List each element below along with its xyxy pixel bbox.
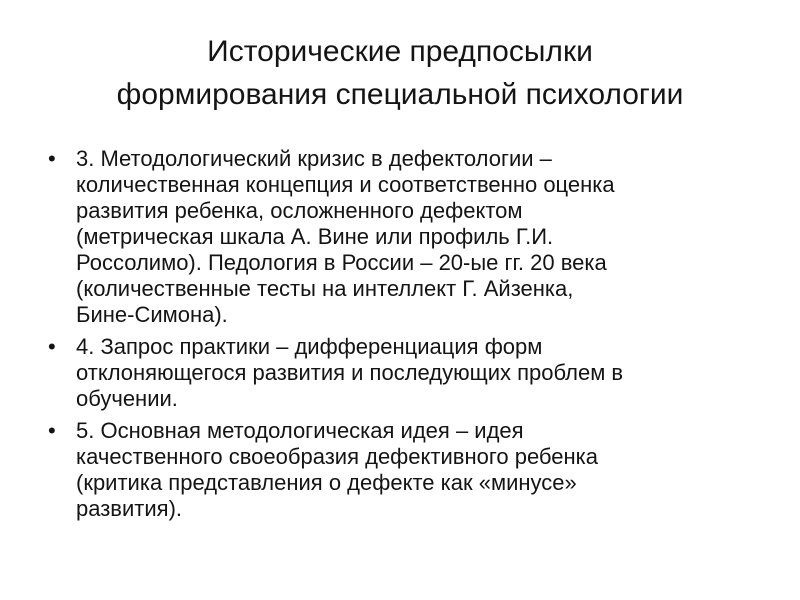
slide-title-line: формирования специальной психологии — [116, 78, 684, 111]
bullet-line: Россолимо). Педология в России – 20-ые гг. 20 века — [76, 250, 607, 275]
bullet-line: (количественные тесты на интеллект Г. Айзенка, — [76, 276, 574, 301]
bullet-line: качественного своеобразия дефективного ребенка — [76, 444, 599, 469]
bullet-line: Бине-Симона). — [76, 302, 228, 327]
bullet-dot: • — [48, 334, 56, 359]
bullet-line: количественная концепция и соответственно оценка — [76, 172, 615, 197]
bullet-list — [48, 146, 738, 528]
bullet-item-4 — [48, 334, 738, 412]
bullet-line: 3. Методологический кризис в дефектологии – — [76, 146, 552, 171]
bullet-line: 5. Основная методологическая идея – идея — [76, 418, 524, 443]
bullet-item-5 — [48, 418, 738, 522]
bullet-line: (метрическая шкала А. Вине или профиль Г.И. — [76, 224, 554, 249]
bullet-line: 4. Запрос практики – дифференциация форм — [76, 334, 543, 359]
bullet-item-3 — [48, 146, 738, 328]
bullet-line: обучении. — [76, 386, 178, 411]
bullet-dot: • — [48, 146, 56, 171]
bullet-dot: • — [48, 418, 56, 443]
bullet-line: отклоняющегося развития и последующих проблем в — [76, 360, 624, 385]
bullet-line: развития). — [76, 496, 183, 521]
slide-title-line: Исторические предпосылки — [207, 35, 593, 68]
bullet-line: (критика представления о дефекте как «минусе» — [76, 470, 577, 495]
slide-title — [40, 30, 760, 116]
bullet-line: развития ребенка, осложненного дефектом — [76, 198, 523, 223]
